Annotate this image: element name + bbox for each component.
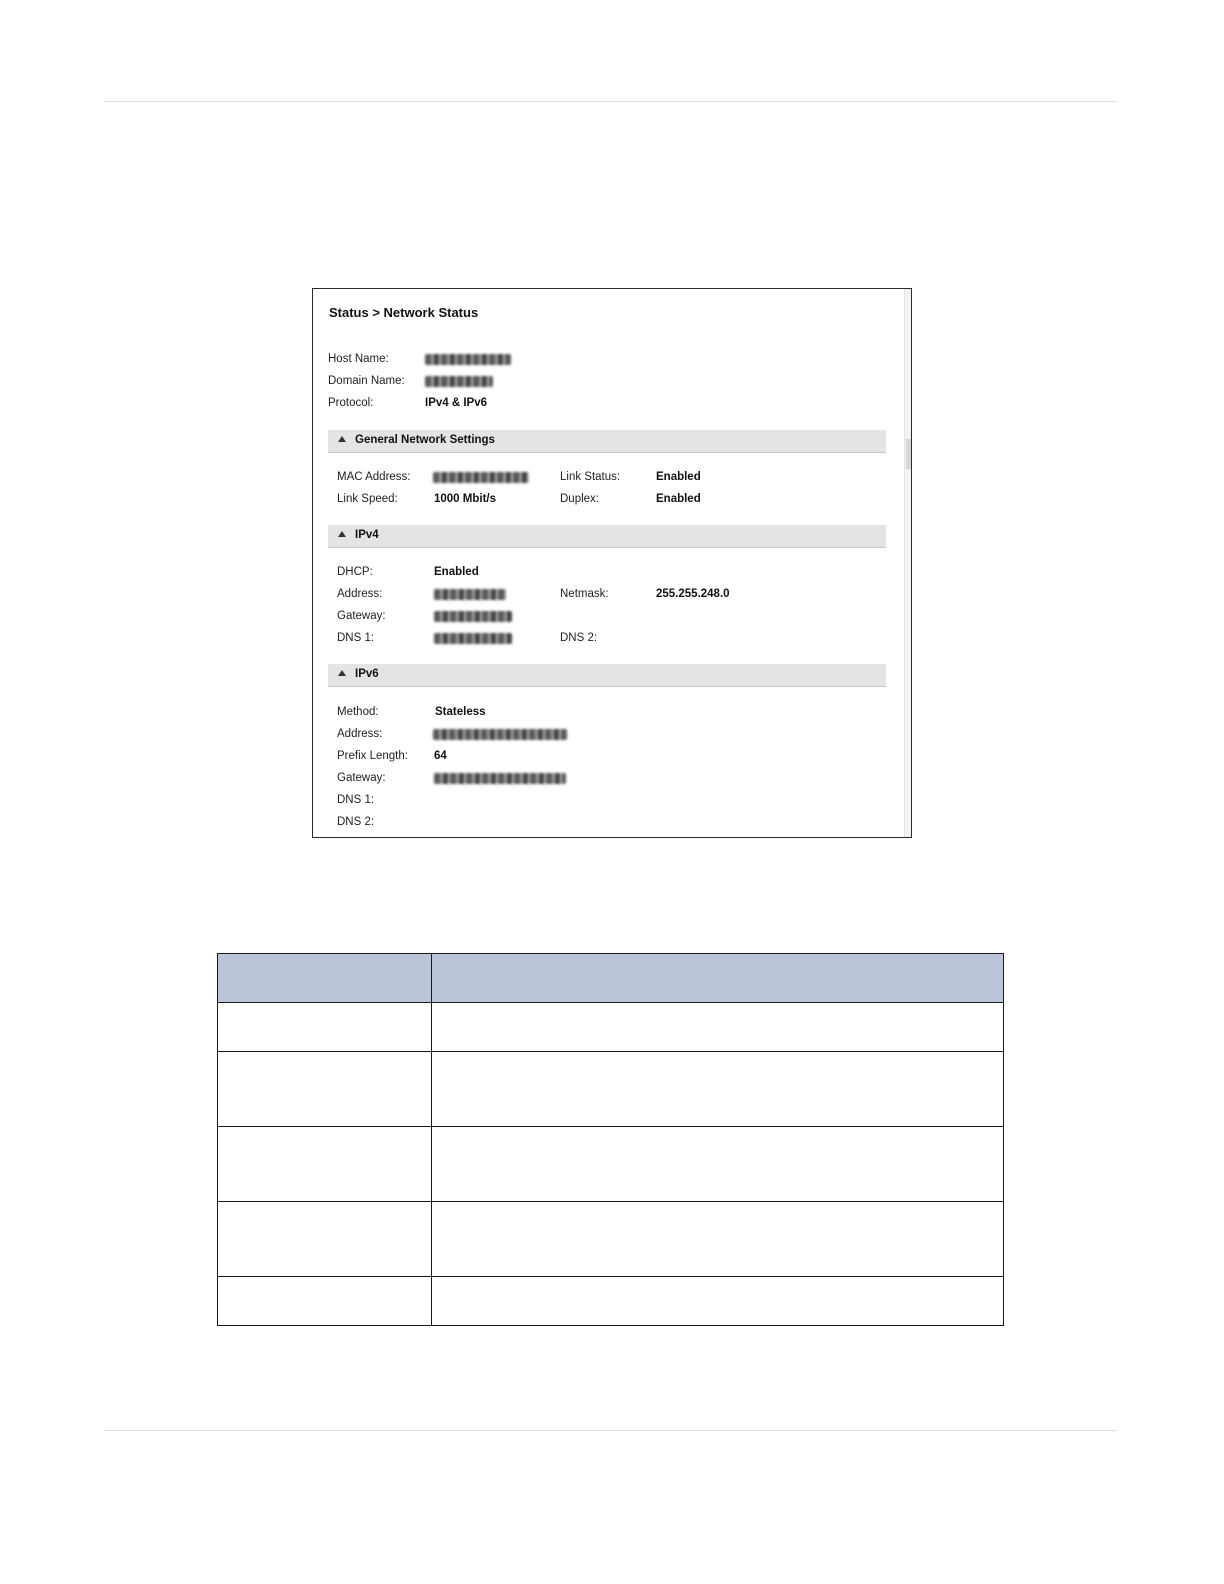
collapse-up-icon: [338, 436, 346, 442]
ipv6-address-value-redacted: [433, 729, 567, 740]
table-cell: [218, 1003, 432, 1052]
table-row: [218, 1127, 1004, 1202]
table-header-cell: [432, 954, 1004, 1003]
protocol-label: Protocol:: [328, 397, 374, 409]
host-name-value-redacted: [425, 354, 511, 365]
table-cell: [432, 1003, 1004, 1052]
link-status-value: Enabled: [656, 471, 701, 483]
ipv4-dns2-label: DNS 2:: [560, 632, 598, 644]
footer-rule: [104, 1430, 1117, 1431]
network-status-screenshot: [312, 288, 912, 838]
method-label: Method:: [337, 706, 379, 718]
domain-name-label: Domain Name:: [328, 375, 405, 387]
ipv6-dns2-label: DNS 2:: [337, 816, 375, 828]
ipv4-dns1-label: DNS 1:: [337, 632, 375, 644]
method-value: Stateless: [435, 706, 486, 718]
domain-name-value-redacted: [425, 376, 493, 387]
dhcp-label: DHCP:: [337, 566, 373, 578]
ipv6-gateway-label: Gateway:: [337, 772, 386, 784]
table-header-cell: [218, 954, 432, 1003]
scrollbar[interactable]: [904, 289, 911, 837]
ipv6-address-label: Address:: [337, 728, 383, 740]
host-name-label: Host Name:: [328, 353, 389, 365]
ipv4-address-value-redacted: [434, 589, 506, 600]
section-title: General Network Settings: [355, 434, 495, 446]
section-title: IPv6: [355, 668, 379, 680]
description-table: [217, 953, 1004, 1326]
section-ipv4[interactable]: [328, 525, 886, 548]
section-general-network-settings[interactable]: [328, 430, 886, 453]
netmask-value: 255.255.248.0: [656, 588, 730, 600]
table-cell: [432, 1202, 1004, 1277]
ipv4-gateway-value-redacted: [434, 611, 512, 622]
prefix-length-value: 64: [434, 750, 447, 762]
table-cell: [432, 1277, 1004, 1326]
table-cell: [218, 1127, 432, 1202]
header-rule: [104, 101, 1117, 102]
table-header-row: [218, 954, 1004, 1003]
table-row: [218, 1052, 1004, 1127]
mac-address-value-redacted: [433, 472, 529, 483]
link-status-label: Link Status:: [560, 471, 621, 483]
section-ipv6[interactable]: [328, 664, 886, 687]
table-cell: [432, 1052, 1004, 1127]
scroll-thumb[interactable]: [906, 439, 911, 469]
link-speed-label: Link Speed:: [337, 493, 398, 505]
table-cell: [218, 1202, 432, 1277]
dhcp-value: Enabled: [434, 566, 479, 578]
section-title: IPv4: [355, 529, 379, 541]
duplex-label: Duplex:: [560, 493, 599, 505]
duplex-value: Enabled: [656, 493, 701, 505]
ipv4-address-label: Address:: [337, 588, 383, 600]
link-speed-value: 1000 Mbit/s: [434, 493, 496, 505]
table-cell: [218, 1277, 432, 1326]
netmask-label: Netmask:: [560, 588, 609, 600]
table-row: [218, 1202, 1004, 1277]
ipv6-dns1-label: DNS 1:: [337, 794, 375, 806]
ipv4-gateway-label: Gateway:: [337, 610, 386, 622]
ipv6-gateway-value-redacted: [434, 773, 566, 784]
collapse-up-icon: [338, 531, 346, 537]
mac-address-label: MAC Address:: [337, 471, 411, 483]
collapse-up-icon: [338, 670, 346, 676]
table-cell: [432, 1127, 1004, 1202]
protocol-value: IPv4 & IPv6: [425, 397, 488, 409]
table-row: [218, 1277, 1004, 1326]
prefix-length-label: Prefix Length:: [337, 750, 408, 762]
page-title: Status > Network Status: [329, 305, 479, 320]
ipv4-dns1-value-redacted: [434, 633, 512, 644]
table-row: [218, 1003, 1004, 1052]
table-cell: [218, 1052, 432, 1127]
